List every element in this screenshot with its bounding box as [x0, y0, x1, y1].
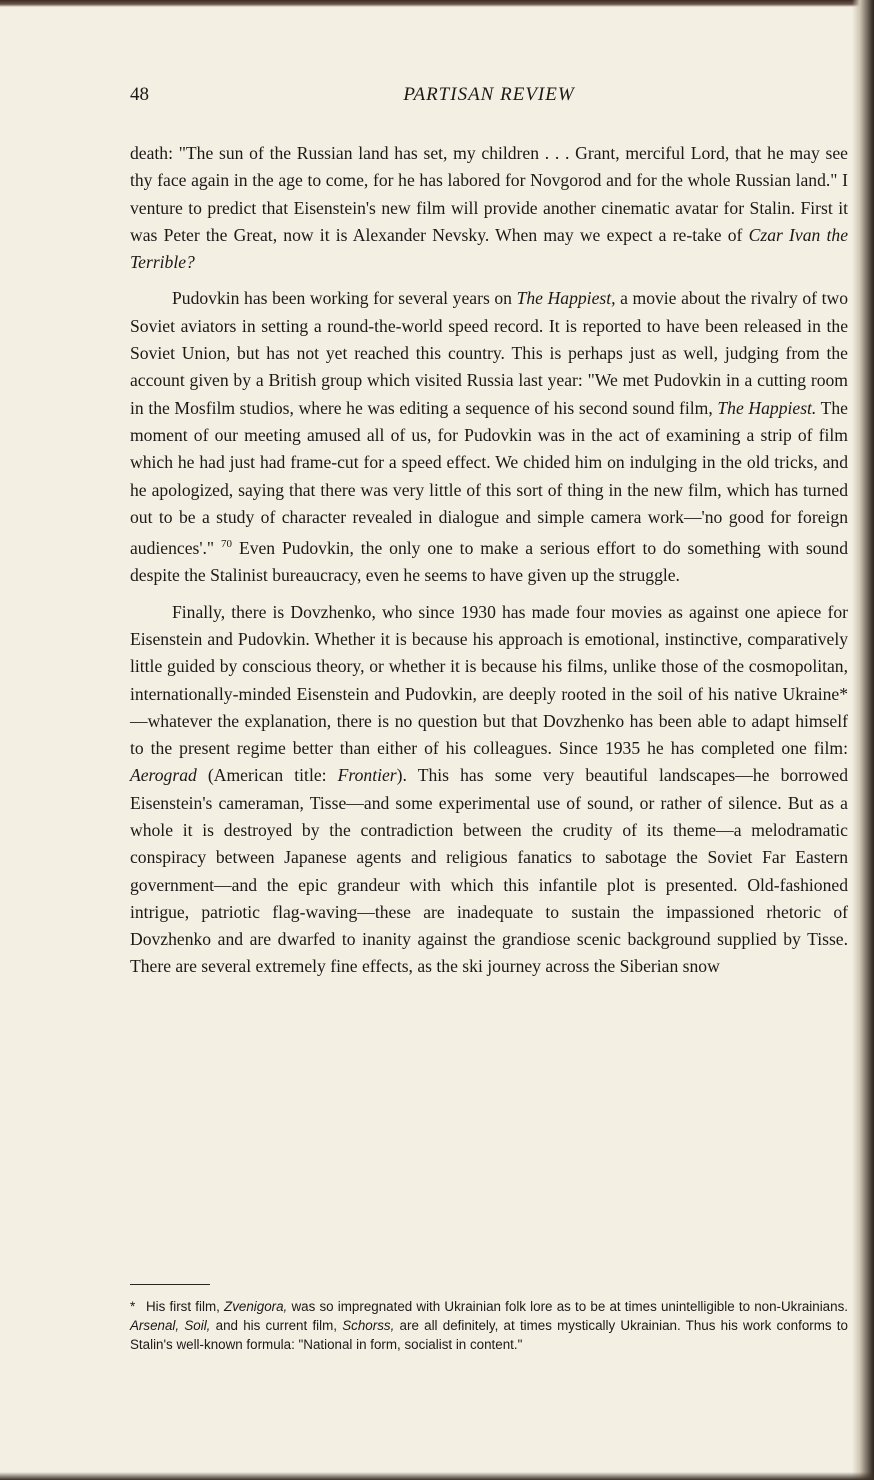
- reference-number: 70: [221, 538, 233, 551]
- text-run: Even Pudovkin, the only one to make a serious effort to do something with sound despite the Stalinist bureaucracy, even he seems to have given up the struggle.: [130, 538, 848, 586]
- italic-title: Zvenigora,: [224, 1299, 288, 1314]
- text-run: ). This has some very beautiful landscapes—he borrowed Eisenstein's cameraman, Tisse—and some experimental use of sound, or rather of silence. But as a whole it is destroyed by the contradiction between the crudity of its theme—a melodramatic conspiracy between Japanese agents and religious fanatics to sabotage the Soviet Far Eastern government—and the epic grandeur with which this infantile plot is presented. Old-fashioned intrigue, patriotic flag-waving—these are inadequate to sustain the impassioned rhetoric of Dovzhenko and are dwarfed to inanity against the grandiose scenic background supplied by Tisse. There are several extremely fine effects, as the ski journey across the Siberian snow: [130, 765, 848, 977]
- paragraph-2: [130, 285, 848, 589]
- footnote-marker: *: [130, 1299, 136, 1314]
- italic-title: Arsenal, Soil,: [130, 1318, 211, 1333]
- footnote-rule: [130, 1284, 210, 1285]
- text-run: and his current film,: [210, 1318, 343, 1333]
- text-run: Finally, there is Dovzhenko, who since 1930 has made four movies as against one apiece for Eisenstein and Pudovkin. Whether it is because his approach is emotional, instinctive, comparatively little guided by conscious theory, or whether it is because his films, unlike those of the cosmopolitan, internationally-minded Eisenstein and Pudovkin, are deeply rooted in the soil of his native Ukraine*—whatever the explanation, there is no question but that Dovzhenko has been able to adapt himself to the present regime better than either of his colleagues. Since 1935 he has completed one film:: [130, 601, 848, 759]
- running-title: PARTISAN REVIEW: [403, 84, 575, 105]
- text-run: was so impregnated with Ukrainian folk lore as to be at times unintelligible to non-Ukrainians.: [287, 1299, 848, 1314]
- text-run: death: "The sun of the Russian land has set, my children . . . Grant, merciful Lord, that he may see thy face again in the age to come, for he has labored for Novgorod and for the whole Russian land." I venture to predict that Eisenstein's new film will provide another cinematic avatar for Stalin. First it was Peter the Great, now it is Alexander Nevsky. When may we expect a re-take of: [130, 143, 848, 245]
- text-run: Pudovkin has been working for several years on: [172, 288, 517, 309]
- page-top-edge: [0, 0, 874, 7]
- body-text: [130, 140, 848, 981]
- page-header: [130, 84, 848, 114]
- italic-title: The Happiest.: [717, 397, 817, 418]
- text-run: His first film,: [146, 1299, 225, 1314]
- italic-title: Schorss,: [342, 1318, 395, 1333]
- paragraph-1: [130, 140, 848, 276]
- text-run: a movie about the rivalry of two Soviet aviators in setting a round-the-world speed record. It is reported to have been released in the Soviet Union, but has not yet reached this country. This is perhaps just as well, judging from the account given by a British group which visited Russia last year: "We met Pudovkin in a cutting room in the Mosfilm studios, where he was editing a sequence of his second sound film,: [130, 288, 849, 418]
- italic-title: The Happiest,: [516, 288, 616, 309]
- footnote: [130, 1297, 848, 1354]
- text-run: The moment of our meeting amused all of us, for Pudovkin was in the act of examining a strip of film which he had just had frame-cut for a speed effect. We chided him on indulging in the old tricks, and he apologized, saying that there was very little of this sort of thing in the new film, which has turned out to be a study of character revealed in dialogue and simple camera work—'no good for foreign audiences'.": [130, 397, 848, 559]
- paragraph-3: [130, 599, 848, 981]
- text-run: (American title:: [196, 765, 338, 786]
- text-run: are all definitely, at times mystically Ukrainian. Thus his work conforms to Stalin's well-known formula: "National in form, socialist in content.": [130, 1318, 848, 1352]
- page-number: 48: [130, 84, 149, 105]
- italic-title: Frontier: [337, 765, 397, 786]
- page-right-edge: [852, 0, 874, 1480]
- footnote-text: [130, 1299, 848, 1352]
- page-bottom-edge: [0, 1472, 874, 1480]
- italic-title: Czar Ivan the Terrible?: [130, 224, 849, 273]
- italic-title: Aerograd: [130, 765, 197, 786]
